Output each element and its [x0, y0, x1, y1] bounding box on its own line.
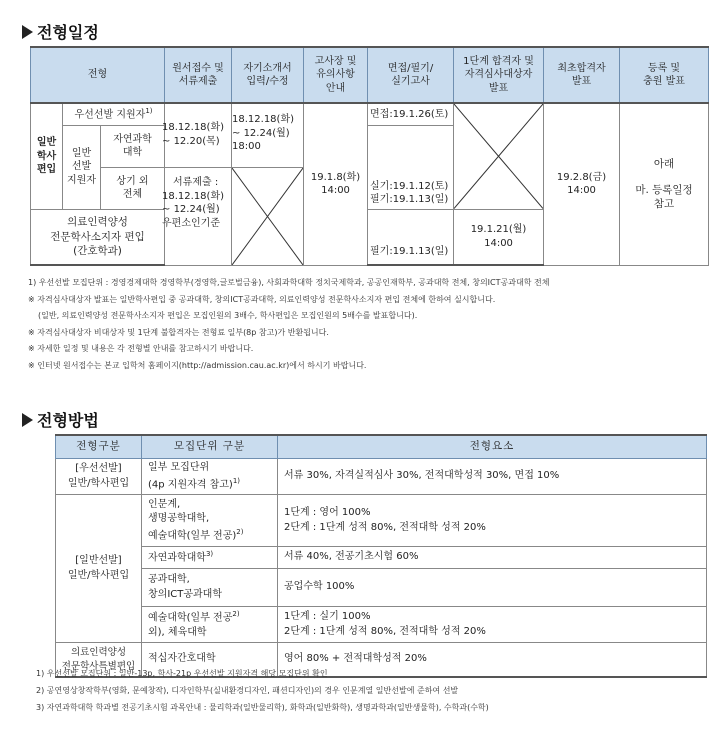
- essay-empty-cell: [232, 167, 304, 265]
- general-applicant: 일반 선발 지원자: [63, 125, 101, 209]
- schedule-note: (일반, 의료인력양성 전문학사소지자 편입은 모집인원의 3배수, 학사편입은 모집인원의 5배수를 발표합니다).: [38, 311, 418, 320]
- method-title-text: 전형방법: [37, 411, 99, 430]
- exam-practical-written: 실기:19.1.12(토) 필기:19.1.13(일): [368, 125, 454, 209]
- apply-period-cell: 18.12.18(화) ~ 12.20(목): [165, 103, 232, 167]
- nursing-unit: 적십자간호대학: [142, 643, 278, 677]
- stage1-empty-cell: [454, 103, 544, 209]
- priority-applicant: 우선선발 지원자$^{1)}$: [63, 103, 165, 125]
- final-date-cell: 19.2.8(금) 14:00: [544, 103, 620, 265]
- other-all: 상기 외 전체: [101, 167, 165, 209]
- arts-elements: 1단계 : 실기 100% 2단계 : 1단계 성적 80%, 전적대학 성적 20%: [278, 607, 707, 643]
- cross-out-icon: [232, 168, 303, 265]
- essay-period-cell: 18.12.18(화) ~ 12.24(월) 18:00: [232, 103, 304, 167]
- engineering-elements: 공업수학 100%: [278, 569, 707, 607]
- method-table: [55, 434, 707, 678]
- method-section-title: [22, 408, 99, 431]
- schedule-note: ※ 자격심사대상자 발표는 일반학사편입 중 공과대학, 창의ICT공과대학, 의료인력양성 전문학사소지자 편입 전체에 한하여 실시합니다.: [28, 294, 496, 304]
- engineering-unit: 공과대학, 창의ICT공과대학: [142, 569, 278, 607]
- humanities-unit: 인문계, 생명공학대학, 예술대학(일부 전공)$^{2)}$: [142, 495, 278, 547]
- schedule-title-text: 전형일정: [37, 23, 99, 42]
- method-notes: [36, 668, 489, 719]
- priority-unit: 일부 모집단위 (4p 지원자격 참고)$^{1)}$: [142, 459, 278, 495]
- stage1-date-cell: 19.1.21(월) 14:00: [454, 209, 544, 265]
- humanities-elements: 1단계 : 영어 100% 2단계 : 1단계 성적 80%, 전적대학 성적 20%: [278, 495, 707, 547]
- schedule-note: 1) 우선선발 모집단위 : 경영경제대학 경영학부(경영학,글로벌금융), 사회과학대학 정치국제학과, 공공인재학부, 공과대학 전체, 창의ICT공과대학 전체: [28, 278, 550, 287]
- header-elements: 전형요소: [278, 435, 707, 459]
- natural-unit: 자연과학대학$^{3)}$: [142, 547, 278, 569]
- priority-type: [우선선발] 일반/학사편입: [56, 459, 142, 495]
- nursing-type: 의료인력양성 전문학사특별편입: [56, 643, 142, 677]
- schedule-note: ※ 자격심사대상자 비대상자 및 1단계 불합격자는 전형료 일부(8p 참고)가 반환됩니다.: [28, 327, 329, 337]
- exam-written-nursing: 필기:19.1.13(일): [368, 209, 454, 265]
- general-type: [일반선발] 일반/학사편입: [56, 495, 142, 643]
- arts-unit: 예술대학(일부 전공$^{2)}$ 외), 체육대학: [142, 607, 278, 643]
- header-stage1: 1단계 합격자 및 자격심사대상자 발표: [454, 47, 544, 103]
- header-final: 최초합격자 발표: [544, 47, 620, 103]
- header-unit-type: 모집단위 구분: [142, 435, 278, 459]
- header-exam: 면접/필기/ 실기고사: [368, 47, 454, 103]
- docs-submit-cell: 서류제출 : 18.12.18(화) ~ 12.24(월) 우편소인기준: [165, 167, 232, 265]
- schedule-table: [30, 46, 709, 266]
- register-cell: 아래 마. 등록일정 참고: [620, 103, 709, 265]
- method-note: 2) 공연영상창작학부(영화, 문예창작), 디자인학부(실내환경디자인, 패션디자인)의 경우 인문계열 일반선발에 준하여 선발: [36, 686, 459, 695]
- exam-interview: 면접:19.1.26(토): [368, 103, 454, 125]
- notice-date-cell: 19.1.8(화) 14:00: [304, 103, 368, 265]
- nursing-transfer: 의료인력양성 전문학사소지자 편입 (간호학과): [31, 209, 165, 265]
- schedule-notes: [28, 277, 549, 376]
- natural-science-college: 자연과학 대학: [101, 125, 165, 167]
- schedule-section-title: [22, 20, 99, 43]
- nursing-elements: 영어 80% + 전적대학성적 20%: [278, 643, 707, 677]
- header-apply: 원서접수 및 서류제출: [165, 47, 232, 103]
- cross-out-icon: [454, 104, 543, 209]
- triangle-bullet-icon: [22, 413, 33, 427]
- schedule-note: ※ 인터넷 원서접수는 본교 입학처 홈페이지(http://admission.cau.ac.kr)에서 하시기 바랍니다.: [28, 360, 367, 370]
- header-essay: 자기소개서 입력/수정: [232, 47, 304, 103]
- header-notice: 고사장 및 유의사항 안내: [304, 47, 368, 103]
- method-note: 3) 자연과학대학 학과별 전공기초시험 과목안내 : 물리학과(일반물리학), 화학과(일반화학), 생명과학과(일반생물학), 수학과(수학): [36, 703, 489, 712]
- group-general-transfer: 일반 학사 편입: [31, 103, 63, 209]
- method-note: 1) 우선선발 모집단위 : 일반-13p, 학사-21p 우선선발 지원자격 해당 모집단위 확인: [36, 669, 328, 678]
- header-type: 전형: [31, 47, 165, 103]
- header-method-type: 전형구분: [56, 435, 142, 459]
- triangle-bullet-icon: [22, 25, 33, 39]
- natural-elements: 서류 40%, 전공기초시험 60%: [278, 547, 707, 569]
- header-register: 등록 및 충원 발표: [620, 47, 709, 103]
- priority-elements: 서류 30%, 자격실적심사 30%, 전적대학성적 30%, 면접 10%: [278, 459, 707, 495]
- schedule-note: ※ 자세한 일정 및 내용은 각 전형별 안내를 참고하시기 바랍니다.: [28, 344, 254, 353]
